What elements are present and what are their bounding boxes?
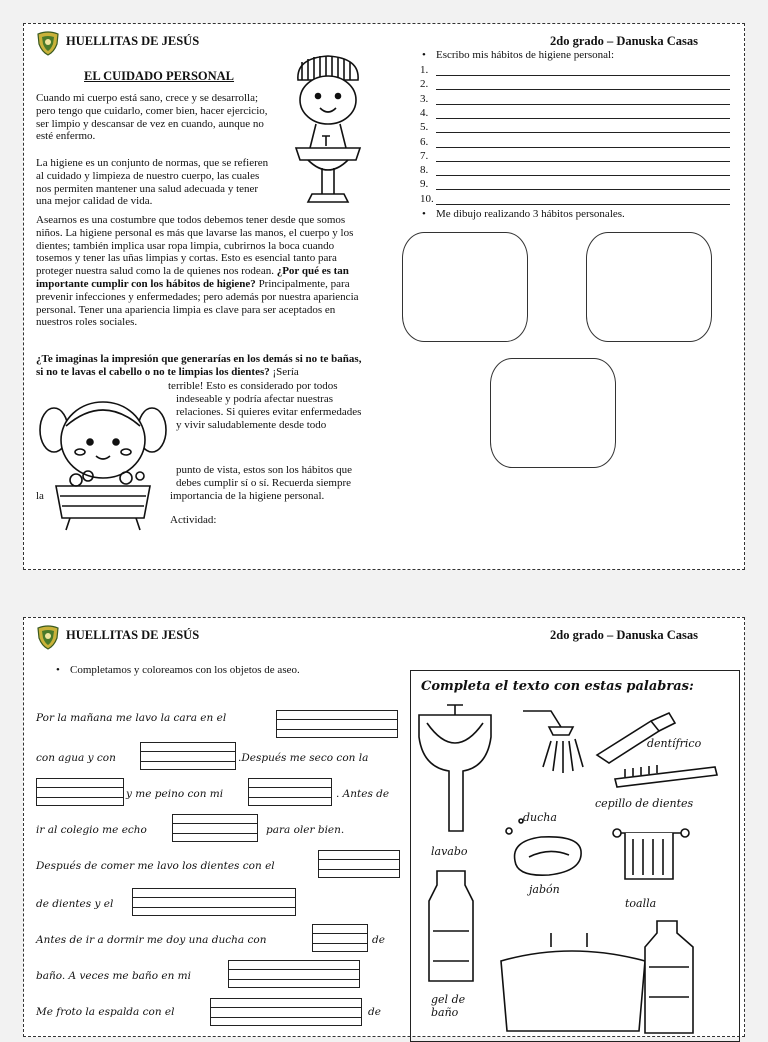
habit-line-number: 5.	[420, 121, 429, 134]
habit-writing-line[interactable]	[436, 189, 730, 190]
instruction-draw-habits: • Me dibujo realizando 3 hábitos personales.	[436, 208, 625, 220]
habit-line[interactable]	[420, 65, 428, 76]
drawing-box-3[interactable]	[490, 358, 616, 468]
word-toalla: toalla	[625, 897, 657, 910]
word-bank-box	[410, 670, 740, 1042]
page-title: EL CUIDADO PERSONAL	[84, 69, 235, 83]
blank-esponja[interactable]	[210, 998, 362, 1026]
habit-line[interactable]	[420, 108, 428, 119]
habit-writing-line[interactable]	[436, 118, 730, 119]
instruction-complete: • Completamos y coloreamos con los objetos de aseo.	[70, 664, 300, 676]
habit-line[interactable]	[420, 179, 428, 190]
school-name: HUELLITAS DE JESÚS	[66, 628, 200, 642]
paragraph-habits-answer: Principalmente, para prevenir infecciones y enfermedades; pero además por nuestra apariencia personal. Tener una apariencia limpia es clave para ser aceptados en nuestros roles sociales.	[36, 277, 359, 329]
habit-writing-line[interactable]	[436, 147, 730, 148]
habit-line[interactable]	[420, 122, 428, 133]
text-punto-de-vista: punto de vista, estos son los hábitos que debes cumplir sí o sí. Recuerda siempre	[176, 464, 352, 489]
word-dentifrico: dentífrico	[647, 737, 702, 750]
question-impression: ¿Te imaginas la impresión que generarías en los demás si no te bañas, si no te lavas el cabello o no te limpias los dientes?	[36, 353, 362, 378]
text-seria: ¡Sería	[272, 365, 299, 378]
habit-line[interactable]	[420, 94, 428, 105]
blank-cepillo[interactable]	[318, 850, 400, 878]
text-importancia: importancia de la higiene personal.	[170, 490, 325, 502]
habit-writing-line[interactable]	[436, 161, 730, 162]
habit-line[interactable]	[420, 194, 434, 205]
blank-banera[interactable]	[228, 960, 360, 988]
habit-line-number: 1.	[420, 64, 429, 76]
sentence-line-2a: con agua y con	[36, 752, 116, 764]
habit-line[interactable]	[420, 165, 428, 176]
grade-teacher: 2do grado – Danuska Casas	[550, 34, 698, 48]
habit-writing-line[interactable]	[436, 132, 730, 133]
habit-line-number: 6.	[420, 135, 429, 148]
sentence-line-3b: . Antes de	[336, 788, 390, 800]
word-jabon: jabón	[529, 883, 560, 896]
shampoo-bottle-icon	[645, 921, 693, 1033]
boy-washing-hands-illustration	[286, 52, 370, 204]
habit-writing-line[interactable]	[436, 75, 730, 76]
habit-line[interactable]	[420, 151, 428, 162]
blank-jabon[interactable]	[140, 742, 236, 770]
jabon-icon	[506, 819, 581, 875]
habit-writing-line[interactable]	[436, 104, 730, 105]
habit-line-number: 8.	[420, 164, 429, 177]
toalla-icon	[613, 829, 689, 879]
grade-teacher: 2do grado – Danuska Casas	[550, 628, 698, 642]
school-crest-logo	[36, 30, 60, 56]
habit-line[interactable]	[420, 137, 428, 148]
worksheet-page-2	[23, 617, 745, 1037]
blank-colonia[interactable]	[172, 814, 258, 842]
habit-line-number: 2.	[420, 78, 429, 91]
sentence-line-1: Por la mañana me lavo la cara en el	[36, 712, 227, 724]
question-importance: ¿Por qué es tan importante cumplir con los hábitos de higiene?	[36, 265, 349, 290]
girl-bathing-illustration	[36, 390, 170, 532]
lavabo-icon	[419, 705, 491, 831]
sentence-line-6: de dientes y el	[36, 898, 114, 910]
blank-toalla[interactable]	[36, 778, 124, 806]
paragraph-higiene-definition: La higiene es un conjunto de normas, que se refieren al cuidado y limpieza de nuestro cuerpo, las cuales nos permiten mantener una salud adecuada y tener una mejor calidad de vida.	[36, 157, 269, 208]
word-cepillo: cepillo de dientes	[595, 797, 694, 810]
sentence-line-7a: Antes de ir a dormir me doy una ducha con	[36, 934, 267, 946]
habit-writing-line[interactable]	[436, 204, 730, 205]
school-crest-logo	[36, 624, 60, 650]
worksheet-page-1	[23, 23, 745, 570]
sentence-line-7b: de	[372, 934, 385, 946]
habit-writing-line[interactable]	[436, 175, 730, 176]
text-la: la	[36, 490, 44, 502]
paragraph-impression	[36, 353, 370, 379]
gel-bottle-icon	[429, 871, 473, 981]
blank-lavabo[interactable]	[276, 710, 398, 738]
sentence-line-3a: y me peino con mi	[126, 788, 224, 800]
blank-gel[interactable]	[312, 924, 368, 952]
banera-icon	[501, 933, 645, 1031]
habit-line[interactable]	[420, 79, 428, 90]
blank-dentifrico[interactable]	[132, 888, 296, 916]
sentence-line-4b: para oler bien.	[266, 824, 345, 836]
habit-line-number: 9.	[420, 178, 429, 191]
ducha-icon	[523, 711, 583, 773]
cepillo-icon	[615, 765, 717, 787]
habit-writing-line[interactable]	[436, 89, 730, 90]
habit-line-number: 3.	[420, 92, 429, 105]
drawing-box-1[interactable]	[402, 232, 528, 342]
sentence-line-9a: Me froto la espalda con el	[36, 1006, 175, 1018]
paragraph-habits-text: Asearnos es una costumbre que todos debemos tener desde que somos niños. La higiene personal es más que lavarse las manos, el cuerpo y los dientes; también implica usar ropa limpia, cubrirnos la boca cuando tosemos y tener las uñas limpias y cortas. Esto es esencial tanto para proteger nuestra salud como la de quienes nos rodean.	[36, 214, 354, 278]
instruction-write-habits: • Escribo mis hábitos de higiene personal:	[436, 49, 614, 61]
word-gel: gel de baño	[431, 993, 466, 1019]
sentence-line-8: baño. A veces me baño en mi	[36, 970, 191, 982]
sentence-line-4a: ir al colegio me echo	[36, 824, 147, 836]
activity-label: Actividad:	[170, 514, 217, 526]
habit-line-number: 10.	[420, 192, 434, 205]
habit-line-number: 4.	[420, 106, 429, 119]
sentence-line-9b: de	[368, 1006, 381, 1018]
drawing-box-2[interactable]	[586, 232, 712, 342]
paragraph-intro: Cuando mi cuerpo está sano, crece y se desarrolla; pero tengo que cuidarlo, comer bien, hacer ejercicio, ser limpio y descansar de vez en cuando, aunque no esté enfermo.	[36, 92, 268, 143]
sentence-line-2b: .Después me seco con la	[238, 752, 369, 764]
text-terrible: terrible! Esto es considerado por todos	[168, 380, 338, 392]
paragraph-habits	[36, 214, 370, 329]
sentence-line-5: Después de comer me lavo los dientes con el	[36, 860, 275, 872]
word-lavabo: lavabo	[431, 845, 468, 858]
school-name: HUELLITAS DE JESÚS	[66, 34, 200, 48]
word-bank-title: Completa el texto con estas palabras:	[421, 679, 694, 694]
text-indeseable: indeseable y podría afectar nuestras relaciones. Si quieres evitar enfermedades y vivir saludablemente desde todo	[176, 393, 362, 431]
habit-line-number: 7.	[420, 149, 429, 162]
word-ducha: ducha	[523, 811, 557, 824]
blank-peine[interactable]	[248, 778, 332, 806]
